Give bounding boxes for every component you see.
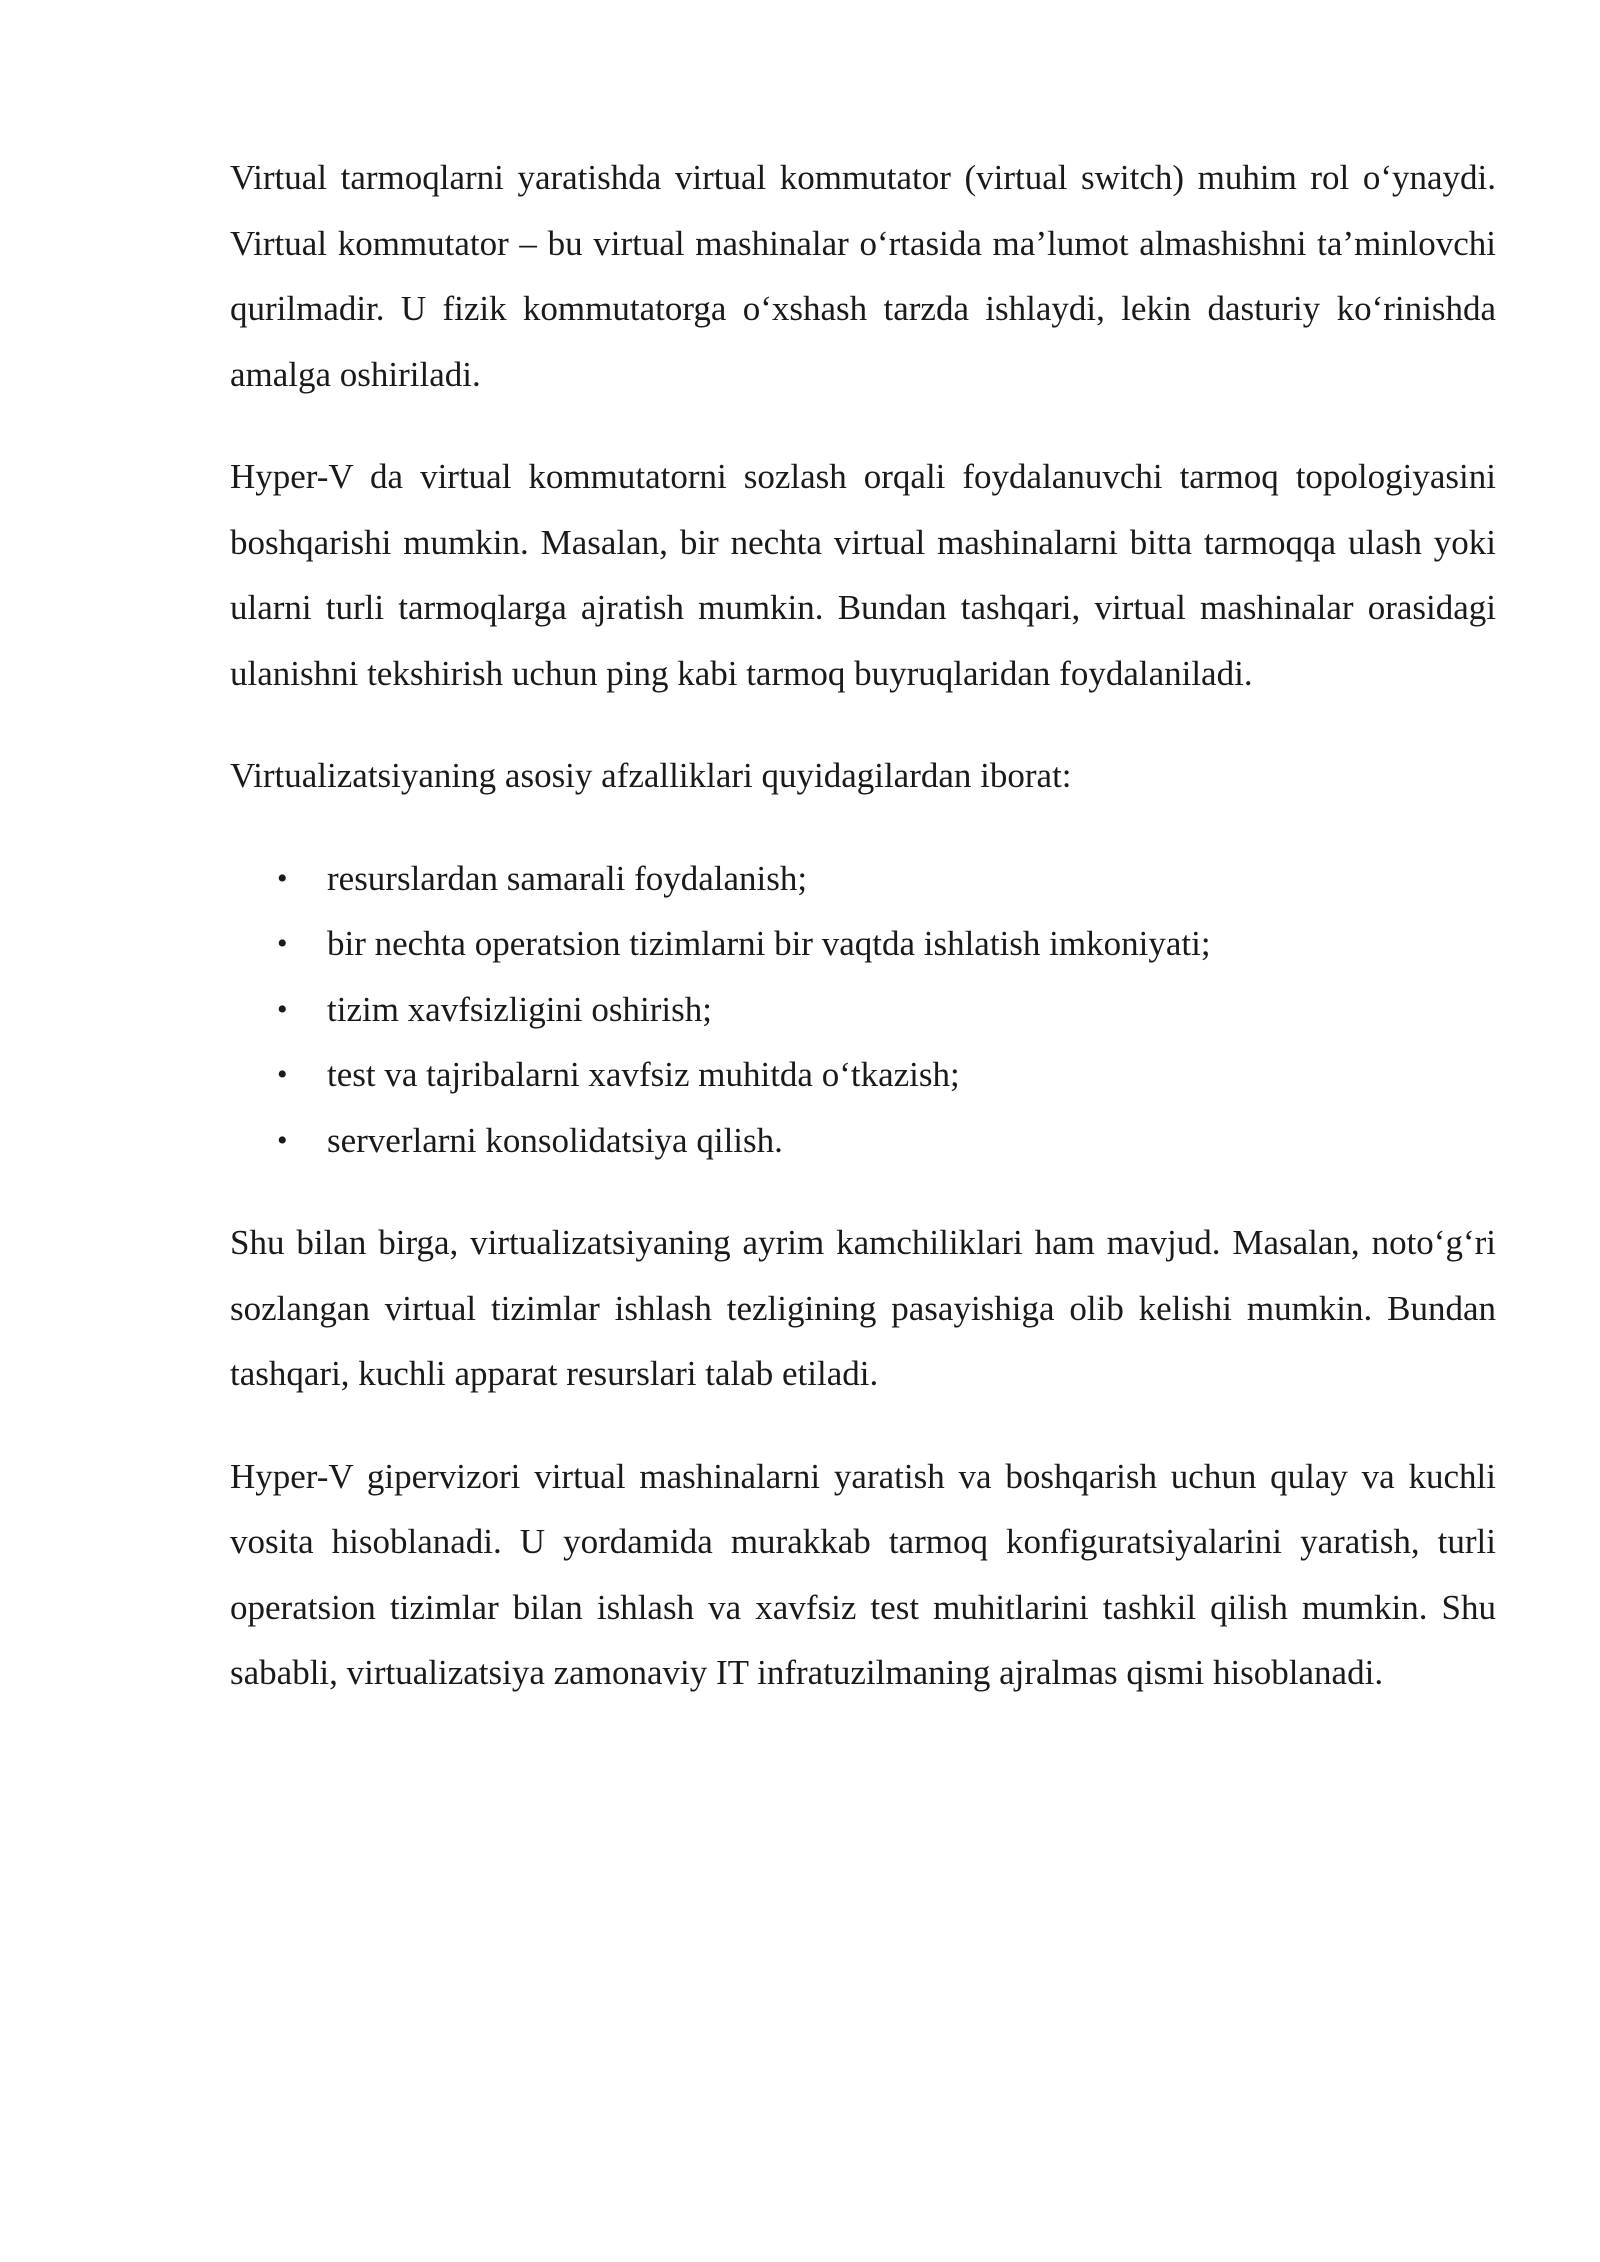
list-item (230, 911, 1496, 977)
list-item (230, 977, 1496, 1043)
paragraph-conclusion: Hyper-V gipervizori virtual mashinalarni yaratish va boshqarish uchun qulay va kuchli vosita hisoblanadi. U yordamida murakkab tarmoq konfiguratsiyalarini yaratish, turli operatsion tizimlar bilan ishlash va xavfsiz test muhitlarini tashkil qilish mumkin. Shu sababli, virtualizatsiya zamonaviy IT infratuzilmaning ajralmas qismi hisoblanadi. (230, 1456, 1496, 1692)
paragraph-advantages-intro: Virtualizatsiyaning asosiy afzalliklari quyidagilardan iborat: (230, 756, 1072, 795)
advantages-list (230, 846, 1496, 1174)
bullet-icon: • (277, 861, 288, 895)
list-item-text: bir nechta operatsion tizimlarni bir vaqtda ishlatish imkoniyati; (327, 924, 1211, 963)
list-item-text: tizim xavfsizligini oshirish; (327, 989, 712, 1029)
document-body (230, 145, 1496, 1743)
list-item-text: resurslardan samarali foydalanish; (327, 858, 808, 898)
paragraph-virtual-switch: Virtual tarmoqlarni yaratishda virtual kommutator (virtual switch) muhim rol o‘ynaydi. Virtual kommutator – bu virtual mashinalar o‘rtasida ma’lumot almashishni ta’minlovchi qurilmadir. U fizik kommutatorga o‘xshash tarzda ishlaydi, lekin dasturiy ko‘rinishda amalga oshiriladi. (230, 158, 1496, 394)
list-item (230, 846, 1496, 912)
bullet-icon: • (277, 927, 288, 960)
bullet-icon: • (277, 1058, 288, 1091)
paragraph-hyperv-switch-config: Hyper-V da virtual kommutatorni sozlash orqali foydalanuvchi tarmoq topologiyasini boshqarishi mumkin. Masalan, bir nechta virtual mashinalarni bitta tarmoqqa ulash yoki ularni turli tarmoqlarga ajratish mumkin. Bundan tashqari, virtual mashinalar orasidagi ulanishni tekshirish uchun ping kabi tarmoq buyruqlaridan foydalaniladi. (230, 457, 1496, 693)
list-item (230, 1042, 1496, 1108)
bullet-icon: • (277, 1123, 288, 1157)
list-item-text: serverlarni konsolidatsiya qilish. (327, 1120, 783, 1160)
paragraph-disadvantages: Shu bilan birga, virtualizatsiyaning ayrim kamchiliklari ham mavjud. Masalan, noto‘g‘ri sozlangan virtual tizimlar ishlash tezligining pasayishiga olib kelishi mumkin. Bundan tashqari, kuchli apparat resurslari talab etiladi. (230, 1223, 1496, 1393)
bullet-icon: • (277, 992, 288, 1026)
list-item-text: test va tajribalarni xavfsiz muhitda o‘tkazish; (327, 1055, 960, 1094)
list-item (230, 1108, 1496, 1174)
